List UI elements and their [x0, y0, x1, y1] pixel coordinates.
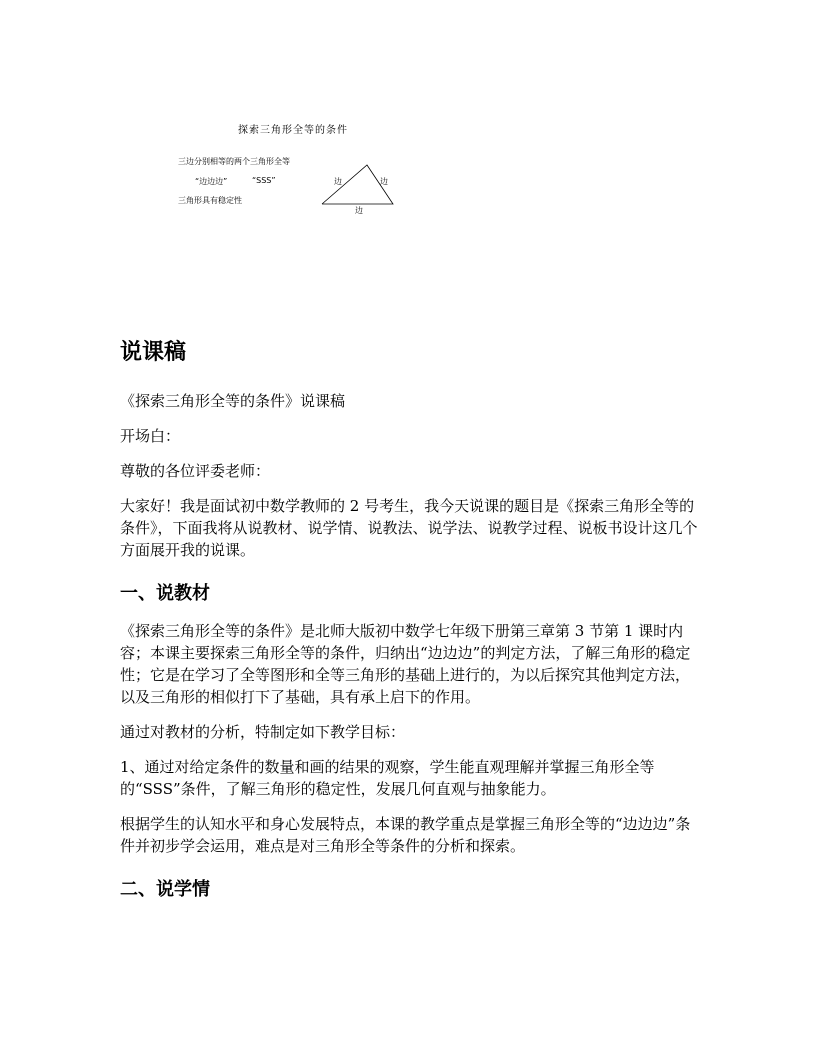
section-heading-1: 一、说教材 — [120, 583, 210, 604]
board-line-2b: “SSS” — [252, 176, 276, 185]
section1-paragraph: 《探索三角形全等的条件》是北师大版初中数学七年级下册第三章第 3 节第 1 课时内容；本课主要探索三角形全等的条件，归纳出“边边边”的判定方法，了解三角形的稳定性；它是在学习了全等图形和全等三角形的基础上进行的，为以后探究其他判定方法，以及三角形的相似打下了基础，具有承上启下的作用。 — [120, 622, 691, 706]
board-line-1: 三边分别相等的两个三角形全等 — [178, 157, 290, 166]
opening-label: 开场白： — [120, 427, 181, 445]
section1-paragraph: 1、通过对给定条件的数量和画的结果的观察，学生能直观理解并掌握三角形全等的“SSS”条件，了解三角形的稳定性，发展几何直观与抽象能力。 — [120, 758, 655, 798]
triangle-label-left: 边 — [334, 177, 342, 186]
triangle-label-right: 边 — [380, 177, 388, 186]
document-body — [120, 338, 700, 916]
page-title: 说课稿 — [120, 340, 187, 365]
board-line-3: 三角形具有稳定性 — [178, 196, 242, 205]
section-heading-2: 二、说学情 — [120, 879, 210, 900]
board-line-2a: “边边边” — [195, 177, 228, 186]
greeting: 尊敬的各位评委老师： — [120, 462, 271, 480]
doc-title-line: 《探索三角形全等的条件》说课稿 — [120, 392, 346, 410]
section1-paragraph: 通过对教材的分析，特制定如下教学目标： — [120, 723, 406, 741]
intro-paragraph: 大家好！我是面试初中数学教师的 2 号考生，我今天说课的题目是《探索三角形全等的条件》，下面我将从说教材、说学情、说教法、说学法、说教学过程、说板书设计这几个方面展开我的说课。 — [120, 497, 698, 559]
triangle-label-bottom: 边 — [355, 206, 363, 215]
board-title: 探索三角形全等的条件 — [238, 125, 348, 136]
blackboard-design-image — [172, 115, 402, 225]
section1-paragraph: 根据学生的认知水平和身心发展特点，本课的教学重点是掌握三角形全等的“边边边”条件并初步学会运用，难点是对三角形全等条件的分析和探索。 — [120, 815, 691, 855]
